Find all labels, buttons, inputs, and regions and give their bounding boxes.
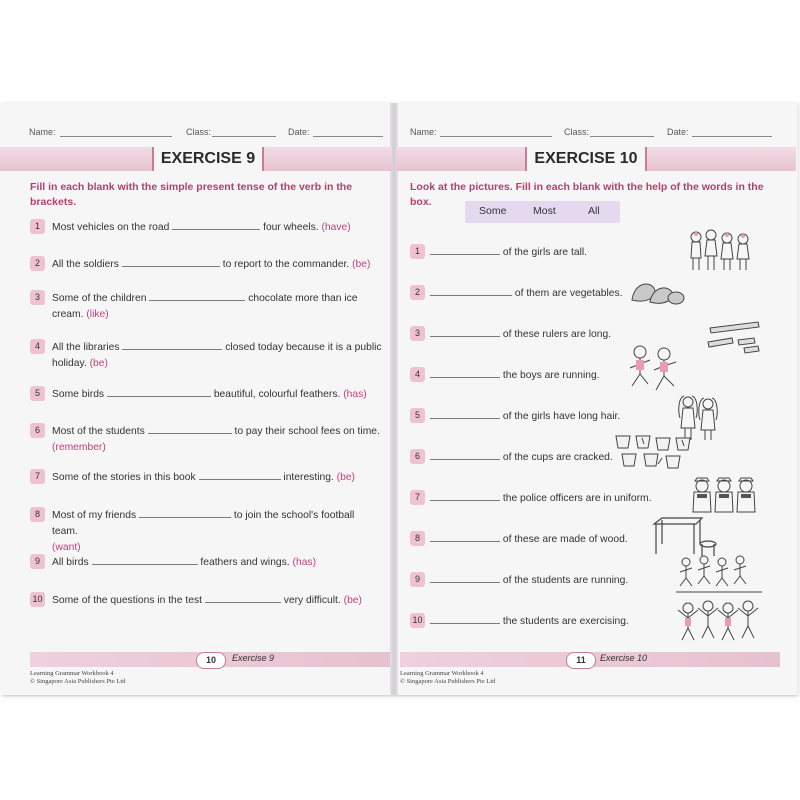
question-number: 4: [30, 339, 45, 354]
question-8: of these are made of wood.: [430, 530, 628, 548]
name-field[interactable]: [440, 136, 552, 137]
verb-hint: (want): [52, 542, 81, 553]
question-6: of the cups are cracked.: [430, 448, 613, 466]
question-3: Some of the children chocolate more than ice cream. (like): [52, 289, 382, 323]
copyright-line-1: Learning Grammar Workbook 4: [400, 670, 484, 677]
question-number: 9: [30, 554, 45, 569]
answer-blank[interactable]: [107, 385, 211, 397]
question-9: All birds feathers and wings. (has): [52, 553, 382, 571]
question-number: 10: [30, 592, 45, 607]
exercise-10-instruction: Look at the pictures. Fill in each blank with the help of the words in the box.: [410, 181, 764, 208]
question-1: Most vehicles on the road four wheels. (have): [52, 218, 382, 236]
book-gutter: [390, 103, 398, 695]
verb-hint: (be): [89, 358, 108, 369]
question-number: 1: [410, 244, 425, 259]
question-9: of the students are running.: [430, 571, 628, 589]
question-5: of the girls have long hair.: [430, 407, 620, 425]
name-label: Name:: [410, 127, 437, 137]
question-number: 3: [30, 290, 45, 305]
answer-blank[interactable]: [430, 407, 500, 419]
answer-blank[interactable]: [92, 553, 198, 565]
verb-hint: (be): [352, 259, 371, 270]
footer-exercise-label: Exercise 10: [600, 653, 648, 663]
date-label: Date:: [288, 127, 310, 137]
verb-hint: (like): [86, 309, 109, 320]
question-2: All the soldiers to report to the commander. (be): [52, 255, 382, 273]
question-number: 2: [410, 285, 425, 300]
answer-blank[interactable]: [148, 422, 232, 434]
question-2: of them are vegetables.: [430, 284, 623, 302]
question-10: Some of the questions in the test very difficult. (be): [52, 591, 382, 609]
question-number: 9: [410, 572, 425, 587]
question-number: 7: [30, 469, 45, 484]
copyright-line-1: Learning Grammar Workbook 4: [30, 670, 114, 677]
question-number: 6: [410, 449, 425, 464]
question-1: of the girls are tall.: [430, 243, 587, 261]
name-field[interactable]: [60, 136, 172, 137]
exercise-9-instruction: Fill in each blank with the simple present tense of the verb in the brackets.: [30, 181, 353, 208]
name-label: Name:: [29, 127, 56, 137]
class-field[interactable]: [212, 136, 276, 137]
question-number: 3: [410, 326, 425, 341]
answer-blank[interactable]: [172, 218, 260, 230]
answer-blank[interactable]: [430, 530, 500, 542]
answer-blank[interactable]: [430, 571, 500, 583]
question-3: of these rulers are long.: [430, 325, 611, 343]
page-number: 11: [566, 652, 596, 669]
question-number: 8: [410, 531, 425, 546]
answer-blank[interactable]: [430, 489, 500, 501]
answer-blank[interactable]: [122, 255, 220, 267]
word-some: Some: [479, 205, 507, 217]
word-all: All: [588, 205, 600, 217]
police-officers-icon: [688, 474, 762, 518]
date-field[interactable]: [692, 136, 772, 137]
girls-group-icon: [688, 228, 758, 273]
question-6: Most of the students to pay their school fees on time. (remember): [52, 422, 382, 456]
class-field[interactable]: [590, 136, 654, 137]
answer-blank[interactable]: [199, 468, 281, 480]
answer-blank[interactable]: [430, 612, 500, 624]
answer-blank[interactable]: [430, 366, 500, 378]
class-label: Class:: [564, 127, 590, 137]
word-box: [465, 201, 620, 223]
cups-icon: [612, 430, 700, 474]
page-number: 10: [196, 652, 226, 669]
question-number: 5: [410, 408, 425, 423]
date-label: Date:: [667, 127, 689, 137]
question-5: Some birds beautiful, colourful feathers. (has): [52, 385, 382, 403]
verb-hint: (has): [343, 389, 367, 400]
question-number: 6: [30, 423, 45, 438]
answer-blank[interactable]: [430, 243, 500, 255]
question-number: 4: [410, 367, 425, 382]
question-number: 2: [30, 256, 45, 271]
question-4: the boys are running.: [430, 366, 600, 384]
answer-blank[interactable]: [122, 338, 222, 350]
rulers-icon: [704, 318, 762, 358]
copyright-line-2: © Singapore Asia Publishers Pte Ltd: [30, 678, 126, 685]
question-number: 5: [30, 386, 45, 401]
answer-blank[interactable]: [430, 284, 512, 296]
exercise-10-title: EXERCISE 10: [525, 147, 647, 171]
class-label: Class:: [186, 127, 212, 137]
question-number: 8: [30, 507, 45, 522]
verb-hint: (be): [336, 472, 355, 483]
exercising-students-icon: [676, 596, 762, 646]
question-4: All the libraries closed today because it is a public holiday. (be): [52, 338, 382, 372]
question-7: Some of the stories in this book interesting. (be): [52, 468, 382, 486]
copyright-line-2: © Singapore Asia Publishers Pte Ltd: [400, 678, 496, 685]
question-8: Most of my friends to join the school's football team. (want): [52, 506, 382, 556]
answer-blank[interactable]: [149, 289, 245, 301]
answer-blank[interactable]: [139, 506, 231, 518]
verb-hint: (has): [292, 557, 317, 568]
running-students-icon: [676, 552, 762, 596]
question-number: 7: [410, 490, 425, 505]
word-most: Most: [533, 205, 556, 217]
answer-blank[interactable]: [430, 325, 500, 337]
date-field[interactable]: [313, 136, 383, 137]
question-number: 1: [30, 219, 45, 234]
exercise-9-title: EXERCISE 9: [152, 147, 264, 171]
verb-hint: (have): [321, 222, 351, 233]
footer-exercise-label: Exercise 9: [232, 653, 275, 663]
vegetables-icon: [628, 276, 686, 308]
answer-blank[interactable]: [205, 591, 281, 603]
question-7: the police officers are in uniform.: [430, 489, 652, 507]
running-boys-icon: [626, 342, 682, 400]
verb-hint: (be): [343, 595, 362, 606]
verb-hint: (remember): [52, 442, 106, 453]
answer-blank[interactable]: [430, 448, 500, 460]
question-number: 10: [410, 613, 425, 628]
question-10: the students are exercising.: [430, 612, 629, 630]
